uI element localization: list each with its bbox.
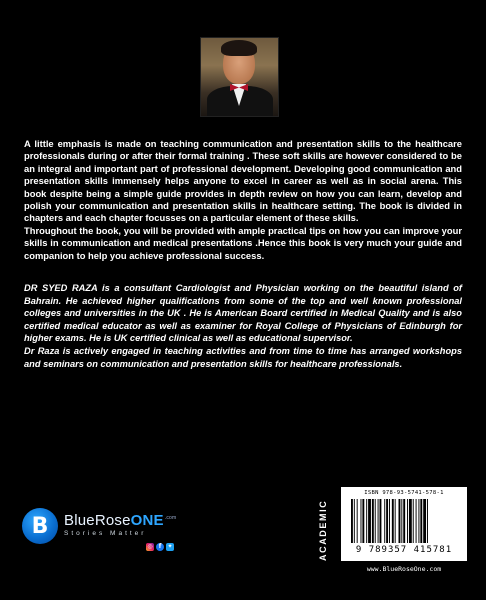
barcode-bar (368, 499, 371, 543)
barcode-bar (380, 499, 382, 543)
barcode-bar (409, 499, 412, 543)
author-bio (24, 282, 462, 370)
publisher-name-prefix: BlueRose (64, 512, 131, 529)
bio-paragraph: Dr Raza is actively engaged in teaching activities and from time to time has arranged workshops and seminars on communication and presentation skills for healthcare professionals. (24, 345, 462, 369)
barcode-bar (420, 499, 422, 543)
barcode-bar (366, 499, 367, 543)
barcode-number: 9 789357 415781 (355, 545, 453, 555)
publisher-website: www.BlueRoseOne.com (366, 565, 442, 573)
barcode-bar (378, 499, 379, 543)
barcode (341, 487, 467, 561)
publisher-tagline: Stories Matter (64, 530, 147, 537)
publisher-name-suffix: ONE (130, 512, 164, 529)
book-description (24, 138, 462, 262)
barcode-bar (351, 499, 353, 543)
category-label: ACADEMIC (318, 499, 328, 561)
barcode-bar (399, 499, 401, 543)
author-photo (200, 37, 279, 117)
twitter-icon: ✦ (167, 543, 173, 550)
barcode-bar (354, 499, 355, 543)
publisher-name-sup: .com (164, 515, 177, 521)
isbn-label: ISBN 978-93-5741-578-1 (364, 490, 444, 496)
barcode-bar (416, 499, 417, 543)
barcode-bar (423, 499, 426, 543)
barcode-bar (361, 499, 362, 543)
description-paragraph: A little emphasis is made on teaching communication and presentation skills to the healthcare professionals during or after their formal training . These soft skills are however considered to be an integral and important part of professional development. Developing good communication and presentation skills immensely helps anyone to excel in career as well as in social arena. This book despite being a simple guide provides in depth review on how you can learn, develop and polish your communication and presentation skills in healthcare setting. The book is divided in chapters and each chapter focusses on a particular element of these skills. (24, 138, 462, 224)
barcode-bar (427, 499, 428, 543)
barcode-bar (403, 499, 405, 543)
barcode-bar (372, 499, 374, 543)
barcode-bar (395, 499, 396, 543)
barcode-bars (351, 499, 457, 543)
social-icons (146, 543, 174, 551)
barcode-bar (392, 499, 394, 543)
photo-hair (221, 40, 257, 56)
instagram-icon: ◎ (147, 543, 153, 550)
barcode-bar (375, 499, 376, 543)
barcode-bar (386, 499, 388, 543)
facebook-icon: f (156, 543, 164, 551)
barcode-bar (389, 499, 390, 543)
barcode-bar (418, 499, 419, 543)
publisher-logo (22, 508, 202, 548)
barcode-bar (413, 499, 414, 543)
description-paragraph: Throughout the book, you will be provided with ample practical tips on how you can improve your skills in communication and medical presentations .Hence this book is very much your guide and companion to help you achieve professional success. (24, 224, 462, 261)
barcode-bar (362, 499, 364, 543)
publisher-name (64, 512, 176, 529)
publisher-badge-icon: B (22, 508, 58, 544)
barcode-bar (407, 499, 408, 543)
barcode-bar (357, 499, 358, 543)
bio-paragraph: DR SYED RAZA is a consultant Cardiologist and Physician working on the beautiful island of Bahrain. He achieved higher qualifications from some of the top and well known professional colleges and universities in the UK . He is American Board certified in Medical Quality and is also certified medical educator as well as examiner for Royal College of Physicians of Edinburgh for higher exams. He is UK certified clinical as well as educational supervisor. (24, 283, 462, 344)
barcode-bar (401, 499, 402, 543)
barcode-bar (384, 499, 385, 543)
